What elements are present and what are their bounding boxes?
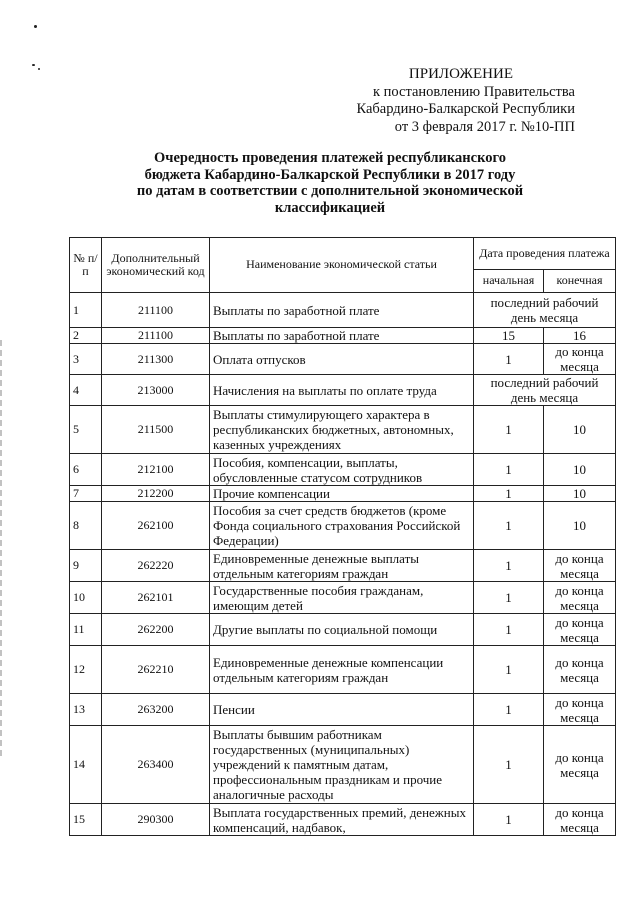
heading-line: по датам в соответствии с дополнительной экономической [136, 183, 524, 199]
appendix-line: от 3 февраля 2017 г. №10-ПП [394, 118, 575, 135]
table-row [70, 582, 616, 614]
row-code: 212200 [102, 486, 210, 502]
scan-speck [32, 64, 35, 66]
row-date-end: до конца месяца [544, 344, 616, 375]
row-code: 213000 [102, 375, 210, 406]
row-code: 212100 [102, 454, 210, 486]
table-row [70, 293, 616, 328]
heading-line: Очередность проведения платежей республиканского [154, 150, 506, 166]
row-code: 262220 [102, 550, 210, 582]
row-article-name: Пособия, компенсации, выплаты, обусловленные статусом сотрудников [210, 454, 474, 486]
row-date-end: до конца месяца [544, 646, 616, 694]
table-row [70, 550, 616, 582]
row-date-start: 1 [474, 726, 544, 804]
row-article-name: Другие выплаты по социальной помощи [210, 614, 474, 646]
header-code: Дополнительный экономический код [102, 238, 210, 293]
table-row [70, 375, 616, 406]
table-row [70, 694, 616, 726]
row-article-name: Начисления на выплаты по оплате труда [210, 375, 474, 406]
row-article-name: Государственные пособия гражданам, имеющим детей [210, 582, 474, 614]
header-date: Дата проведения платежа [474, 238, 616, 270]
table-row [70, 328, 616, 344]
row-date-end: до конца месяца [544, 726, 616, 804]
row-date-end: 10 [544, 502, 616, 550]
row-number: 1 [70, 293, 102, 328]
row-code: 263400 [102, 726, 210, 804]
row-number: 6 [70, 454, 102, 486]
row-date-start: 1 [474, 582, 544, 614]
table-row [70, 614, 616, 646]
row-number: 8 [70, 502, 102, 550]
table-row [70, 486, 616, 502]
scan-speck [34, 25, 37, 28]
row-date-end: 10 [544, 454, 616, 486]
row-date-end: до конца месяца [544, 614, 616, 646]
table-row [70, 344, 616, 375]
row-date-start: 1 [474, 646, 544, 694]
row-date-start: 1 [474, 804, 544, 836]
heading-line: бюджета Кабардино-Балкарской Республики в 2017 году [144, 166, 516, 183]
row-date-end: до конца месяца [544, 550, 616, 582]
row-code: 211100 [102, 328, 210, 344]
header-num: № п/п [70, 238, 102, 293]
payment-schedule-table [69, 237, 616, 836]
row-number: 9 [70, 550, 102, 582]
row-number: 15 [70, 804, 102, 836]
document-heading [95, 150, 565, 216]
table-row [70, 804, 616, 836]
table-row [70, 646, 616, 694]
row-article-name: Выплаты стимулирующего характера в республиканских бюджетных, автономных, казенных учреждениях [210, 406, 474, 454]
row-date-start: 1 [474, 454, 544, 486]
table-row [70, 726, 616, 804]
row-number: 12 [70, 646, 102, 694]
row-date-start: 15 [474, 328, 544, 344]
row-number: 3 [70, 344, 102, 375]
row-date-end: до конца месяца [544, 694, 616, 726]
table-row [70, 502, 616, 550]
row-date-start: 1 [474, 344, 544, 375]
row-code: 211300 [102, 344, 210, 375]
row-date-start: 1 [474, 502, 544, 550]
scan-speck [38, 68, 40, 70]
row-article-name: Выплаты бывшим работникам государственных (муниципальных) учреждений к памятным датам, профессиональным праздникам и прочие аналогичные расходы [210, 726, 474, 804]
row-number: 5 [70, 406, 102, 454]
header-end: конечная [544, 270, 616, 293]
row-date-end: 16 [544, 328, 616, 344]
row-article-name: Пособия за счет средств бюджетов (кроме Фонда социального страхования Российской Федерации) [210, 502, 474, 550]
appendix-line: к постановлению Правительства [373, 83, 575, 100]
row-code: 262100 [102, 502, 210, 550]
row-number: 14 [70, 726, 102, 804]
row-code: 262210 [102, 646, 210, 694]
row-article-name: Оплата отпусков [210, 344, 474, 375]
row-number: 10 [70, 582, 102, 614]
row-article-name: Выплаты по заработной плате [210, 328, 474, 344]
row-code: 263200 [102, 694, 210, 726]
row-date-end: до конца месяца [544, 582, 616, 614]
row-number: 7 [70, 486, 102, 502]
row-date-start: 1 [474, 694, 544, 726]
row-date-start: 1 [474, 486, 544, 502]
row-code: 290300 [102, 804, 210, 836]
row-date-start: 1 [474, 614, 544, 646]
table-row [70, 406, 616, 454]
row-number: 4 [70, 375, 102, 406]
row-date-start: 1 [474, 550, 544, 582]
row-date-end: 10 [544, 406, 616, 454]
appendix-title: ПРИЛОЖЕНИЕ [408, 66, 513, 82]
row-code: 211100 [102, 293, 210, 328]
row-article-name: Единовременные денежные выплаты отдельным категориям граждан [210, 550, 474, 582]
row-article-name: Единовременные денежные компенсации отдельным категориям граждан [210, 646, 474, 694]
row-article-name: Прочие компенсации [210, 486, 474, 502]
header-name: Наименование экономической статьи [210, 238, 474, 293]
row-number: 11 [70, 614, 102, 646]
row-date-start: 1 [474, 406, 544, 454]
table-row [70, 454, 616, 486]
heading-line: классификацией [274, 199, 386, 216]
appendix-block [300, 66, 575, 136]
row-date-merged: последний рабочий день месяца [474, 375, 616, 406]
appendix-line: Кабардино-Балкарской Республики [356, 101, 575, 117]
row-code: 262101 [102, 582, 210, 614]
scan-edge-mark [0, 340, 2, 760]
row-number: 13 [70, 694, 102, 726]
row-code: 262200 [102, 614, 210, 646]
row-article-name: Пенсии [210, 694, 474, 726]
row-date-end: до конца месяца [544, 804, 616, 836]
header-start: начальная [474, 270, 544, 293]
row-code: 211500 [102, 406, 210, 454]
row-date-merged: последний рабочий день месяца [474, 293, 616, 328]
row-date-end: 10 [544, 486, 616, 502]
row-article-name: Выплаты по заработной плате [210, 293, 474, 328]
row-article-name: Выплата государственных премий, денежных компенсаций, надбавок, [210, 804, 474, 836]
row-number: 2 [70, 328, 102, 344]
